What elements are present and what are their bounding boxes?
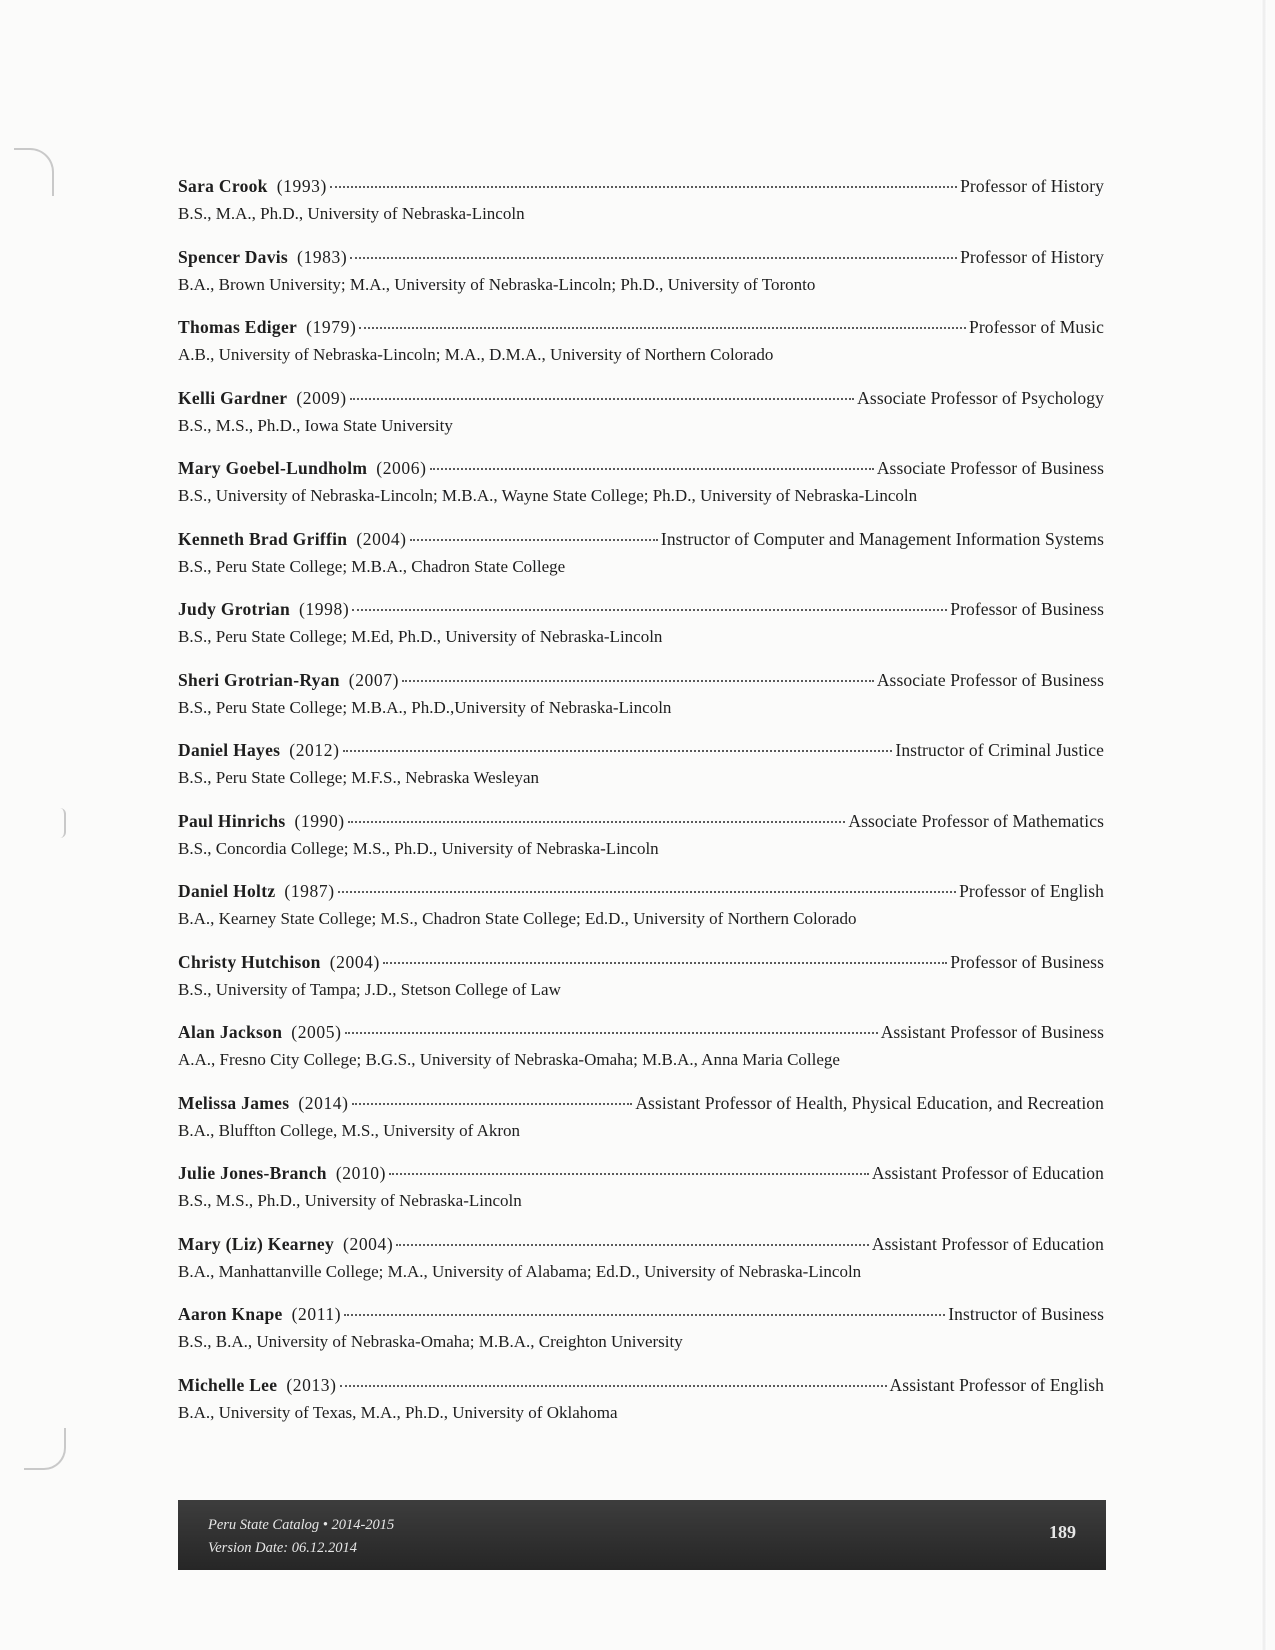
faculty-entry [178, 740, 1104, 811]
dot-leader [338, 891, 956, 893]
faculty-name: Melissa James [178, 1092, 290, 1113]
faculty-start-year: (2004) [329, 951, 380, 972]
faculty-title: Instructor of Computer and Management Information Systems [660, 528, 1104, 549]
dot-leader [383, 962, 947, 964]
faculty-heading-line [178, 176, 1104, 203]
faculty-heading-line [178, 881, 1104, 908]
faculty-degrees: B.S., M.S., Ph.D., Iowa State University [178, 415, 453, 435]
faculty-heading-line [178, 740, 1104, 767]
faculty-start-year: (1979) [306, 317, 357, 337]
faculty-degrees: B.S., University of Tampa; J.D., Stetson College of Law [178, 979, 561, 999]
faculty-start-year: (2005) [291, 1022, 342, 1042]
faculty-degrees: B.A., Manhattanville College; M.A., University of Alabama; Ed.D., University of Nebraska-Lincoln [178, 1261, 862, 1281]
faculty-title: Assistant Professor of Education [871, 1233, 1104, 1254]
faculty-degrees: B.S., Peru State College; M.F.S., Nebraska Wesleyan [178, 768, 540, 787]
faculty-list [178, 176, 1104, 1445]
dot-leader [340, 1385, 887, 1387]
page-footer [178, 1500, 1106, 1570]
faculty-title: Professor of History [960, 246, 1104, 267]
faculty-heading-line [178, 811, 1104, 838]
faculty-name: Alan Jackson [178, 1022, 283, 1042]
faculty-heading-line [178, 599, 1104, 626]
dot-leader [402, 680, 874, 682]
faculty-degrees: B.S., M.S., Ph.D., University of Nebraska-Lincoln [178, 1191, 522, 1210]
dot-leader [330, 186, 957, 188]
faculty-entry [178, 1234, 1104, 1305]
faculty-entry [178, 247, 1104, 318]
dot-leader [359, 327, 966, 329]
faculty-name: Paul Hinrichs [178, 810, 286, 831]
faculty-name: Daniel Hayes [178, 740, 281, 760]
faculty-title: Instructor of Criminal Justice [895, 740, 1104, 760]
dot-leader [343, 750, 893, 752]
faculty-entry [178, 881, 1104, 952]
faculty-name: Michelle Lee [178, 1374, 278, 1395]
faculty-heading-line [178, 247, 1104, 274]
faculty-name: Daniel Holtz [178, 881, 276, 901]
faculty-entry [178, 317, 1104, 388]
dot-leader [352, 1103, 633, 1105]
faculty-name: Thomas Ediger [178, 317, 298, 337]
dot-leader [430, 468, 874, 470]
faculty-heading-line [178, 1093, 1104, 1120]
faculty-start-year: (2006) [376, 458, 427, 478]
faculty-name: Sara Crook [178, 176, 268, 196]
faculty-heading-line [178, 1375, 1104, 1402]
faculty-start-year: (1990) [294, 810, 345, 831]
faculty-entry [178, 811, 1104, 882]
faculty-entry [178, 1093, 1104, 1164]
dot-leader [344, 1314, 945, 1316]
faculty-heading-line [178, 670, 1104, 697]
faculty-title: Professor of Business [950, 951, 1104, 972]
dot-leader [350, 398, 855, 400]
faculty-entry [178, 176, 1104, 247]
faculty-degrees: B.S., B.A., University of Nebraska-Omaha; M.B.A., Creighton University [178, 1332, 683, 1351]
faculty-title: Assistant Professor of English [889, 1374, 1104, 1395]
faculty-degrees: B.S., Peru State College; M.Ed, Ph.D., University of Nebraska-Lincoln [178, 627, 663, 646]
binder-hole-mark [24, 1428, 66, 1470]
faculty-start-year: (2004) [356, 528, 407, 549]
faculty-heading-line [178, 1304, 1104, 1331]
faculty-entry [178, 458, 1104, 529]
faculty-degrees: B.S., Peru State College; M.B.A., Ph.D.,University of Nebraska-Lincoln [178, 697, 672, 717]
faculty-title: Associate Professor of Business [876, 458, 1104, 478]
faculty-start-year: (2004) [343, 1233, 394, 1254]
footer-catalog-title: Peru State Catalog • 2014-2015 [208, 1517, 395, 1533]
faculty-title: Instructor of Business [948, 1304, 1104, 1324]
faculty-start-year: (1993) [276, 176, 327, 196]
faculty-title: Professor of Business [950, 599, 1104, 619]
faculty-entry [178, 599, 1104, 670]
faculty-entry [178, 388, 1104, 459]
faculty-start-year: (1987) [284, 881, 335, 901]
faculty-degrees: A.B., University of Nebraska-Lincoln; M.A., D.M.A., University of Northern Colorado [178, 345, 774, 364]
faculty-start-year: (2013) [286, 1374, 337, 1395]
faculty-name: Sheri Grotrian-Ryan [178, 669, 340, 690]
faculty-entry [178, 529, 1104, 600]
dot-leader [350, 257, 957, 259]
faculty-degrees: B.A., University of Texas, M.A., Ph.D., University of Oklahoma [178, 1402, 618, 1422]
faculty-entry [178, 1304, 1104, 1375]
faculty-degrees: B.A., Bluffton College, M.S., University of Akron [178, 1120, 521, 1140]
page-number: 189 [1049, 1522, 1076, 1542]
faculty-title: Assistant Professor of Health, Physical Education, and Recreation [635, 1092, 1104, 1113]
faculty-degrees: A.A., Fresno City College; B.G.S., University of Nebraska-Omaha; M.B.A., Anna Maria College [178, 1050, 840, 1069]
faculty-heading-line [178, 1022, 1104, 1049]
faculty-degrees: B.S., M.A., Ph.D., University of Nebraska-Lincoln [178, 204, 525, 223]
faculty-heading-line [178, 529, 1104, 556]
faculty-name: Kenneth Brad Griffin [178, 528, 348, 549]
faculty-start-year: (1983) [297, 246, 348, 267]
faculty-name: Julie Jones-Branch [178, 1163, 327, 1183]
faculty-start-year: (2014) [298, 1092, 349, 1113]
dot-leader [348, 821, 846, 823]
dot-leader [396, 1244, 869, 1246]
faculty-name: Spencer Davis [178, 246, 289, 267]
faculty-title: Professor of History [960, 176, 1104, 196]
dot-leader [389, 1173, 869, 1175]
faculty-degrees: B.A., Brown University; M.A., University of Nebraska-Lincoln; Ph.D., University of Toronto [178, 274, 816, 294]
faculty-entry [178, 952, 1104, 1023]
faculty-degrees: B.S., Concordia College; M.S., Ph.D., University of Nebraska-Lincoln [178, 838, 659, 858]
dot-leader [352, 609, 947, 611]
faculty-degrees: B.S., University of Nebraska-Lincoln; M.B.A., Wayne State College; Ph.D., University of Nebraska-Lincoln [178, 486, 918, 505]
faculty-title: Associate Professor of Mathematics [848, 810, 1104, 831]
faculty-heading-line [178, 388, 1104, 415]
faculty-heading-line [178, 952, 1104, 979]
faculty-entry [178, 1022, 1104, 1093]
faculty-title: Associate Professor of Psychology [857, 387, 1104, 408]
faculty-heading-line [178, 458, 1104, 485]
faculty-name: Mary Goebel-Lundholm [178, 458, 368, 478]
faculty-entry [178, 1163, 1104, 1234]
faculty-start-year: (1998) [299, 599, 350, 619]
faculty-degrees: B.S., Peru State College; M.B.A., Chadron State College [178, 556, 566, 576]
faculty-heading-line [178, 317, 1104, 344]
faculty-entry [178, 670, 1104, 741]
faculty-heading-line [178, 1163, 1104, 1190]
faculty-title: Associate Professor of Business [876, 669, 1104, 690]
dot-leader [410, 539, 658, 541]
faculty-start-year: (2011) [291, 1304, 342, 1324]
binder-hole-mark [60, 808, 66, 838]
page-edge [1261, 0, 1267, 1650]
binder-hole-mark [14, 148, 54, 196]
faculty-heading-line [178, 1234, 1104, 1261]
faculty-start-year: (2010) [335, 1163, 387, 1183]
faculty-name: Aaron Knape [178, 1304, 283, 1324]
footer-version-date: Version Date: 06.12.2014 [208, 1540, 358, 1556]
faculty-name: Christy Hutchison [178, 951, 321, 972]
faculty-name: Kelli Gardner [178, 387, 288, 408]
dot-leader [345, 1032, 878, 1034]
faculty-start-year: (2009) [296, 387, 347, 408]
faculty-degrees: B.A., Kearney State College; M.S., Chadron State College; Ed.D., University of Northern Colorado [178, 909, 857, 928]
faculty-name: Judy Grotrian [178, 599, 290, 619]
faculty-start-year: (2012) [289, 740, 340, 760]
faculty-start-year: (2007) [348, 669, 400, 690]
faculty-title: Professor of English [959, 881, 1104, 901]
faculty-title: Assistant Professor of Business [880, 1022, 1104, 1042]
faculty-entry [178, 1375, 1104, 1446]
faculty-title: Professor of Music [969, 317, 1104, 337]
faculty-title: Assistant Professor of Education [871, 1163, 1104, 1183]
faculty-name: Mary (Liz) Kearney [178, 1233, 335, 1254]
